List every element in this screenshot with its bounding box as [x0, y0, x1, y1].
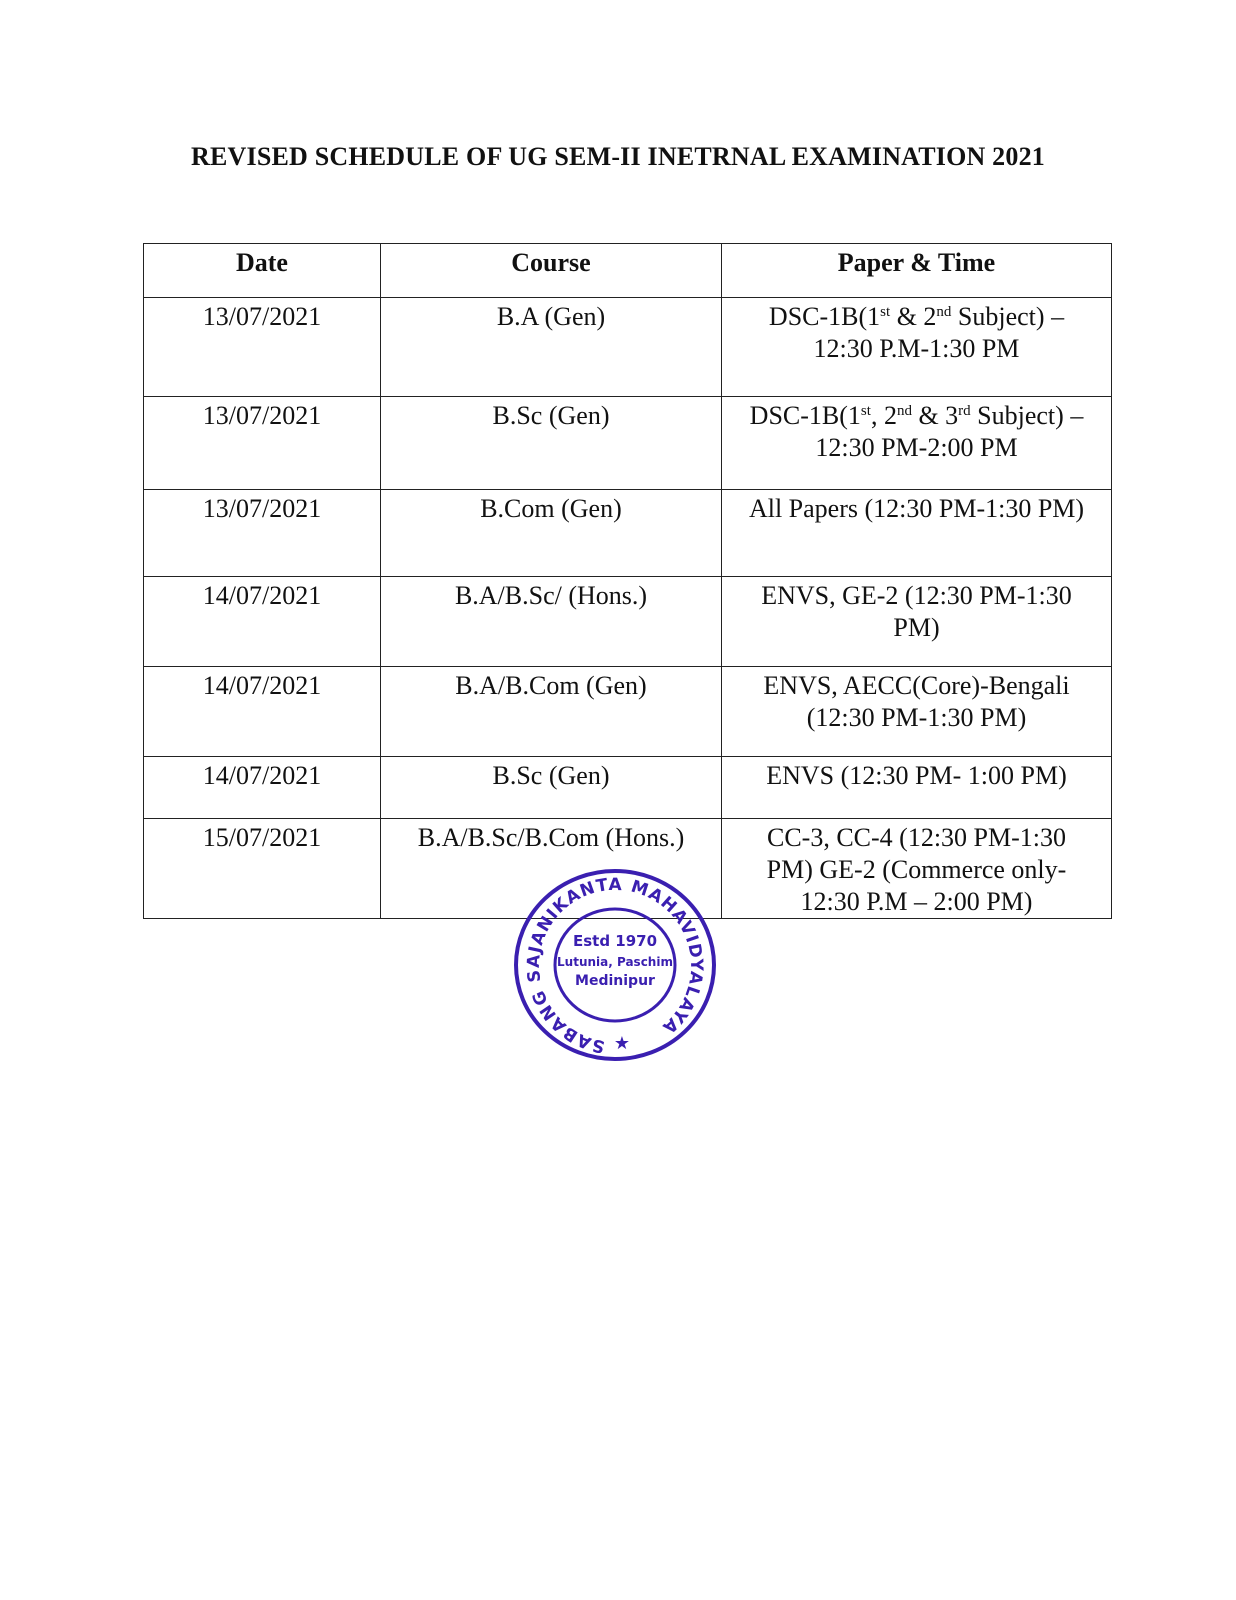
cell-paper-time — [722, 819, 1112, 919]
cell-course: B.Com (Gen) — [381, 490, 722, 577]
table-row — [144, 667, 1112, 757]
table-header-row — [144, 244, 1112, 298]
table-row — [144, 490, 1112, 577]
cell-date: 14/07/2021 — [144, 667, 381, 757]
cell-paper-time — [722, 577, 1112, 667]
paper-text: DSC-1B(1 — [768, 302, 881, 331]
table-row — [144, 757, 1112, 819]
cell-paper-time: ENVS (12:30 PM- 1:00 PM) — [722, 757, 1112, 819]
paper-text: & 3 — [911, 401, 959, 430]
cell-course: B.A/B.Com (Gen) — [381, 667, 722, 757]
ordinal-suffix: st — [860, 403, 871, 419]
paper-time: 12:30 P.M-1:30 PM — [813, 334, 1020, 363]
cell-date: 13/07/2021 — [144, 397, 381, 490]
cell-course: B.Sc (Gen) — [381, 397, 722, 490]
paper-time: 12:30 P.M – 2:00 PM) — [800, 887, 1033, 916]
exam-schedule-table — [143, 243, 1112, 919]
paper-text: & 2 — [890, 302, 937, 331]
stamp-ring-text: SABANG SAJANIKANTA MAHAVIDYALAYA — [523, 874, 707, 1057]
cell-paper-time — [722, 397, 1112, 490]
cell-date: 14/07/2021 — [144, 757, 381, 819]
cell-paper-time: All Papers (12:30 PM-1:30 PM) — [722, 490, 1112, 577]
table-row — [144, 577, 1112, 667]
cell-course: B.Sc (Gen) — [381, 757, 722, 819]
cell-course: B.A/B.Sc/B.Com (Hons.) — [381, 819, 722, 919]
paper-time: 12:30 PM-2:00 PM — [815, 433, 1018, 462]
cell-paper-time — [722, 667, 1112, 757]
cell-date: 14/07/2021 — [144, 577, 381, 667]
paper-text: PM) GE-2 (Commerce only- — [766, 855, 1067, 884]
paper-text: ENVS, AECC(Core)-Bengali — [763, 671, 1070, 700]
header-date: Date — [144, 244, 381, 298]
table-row — [144, 298, 1112, 397]
cell-date: 13/07/2021 — [144, 490, 381, 577]
cell-date: 15/07/2021 — [144, 819, 381, 919]
header-course: Course — [381, 244, 722, 298]
cell-course: B.A (Gen) — [381, 298, 722, 397]
paper-text: ENVS, GE-2 (12:30 PM-1:30 — [761, 581, 1072, 610]
cell-course: B.A/B.Sc/ (Hons.) — [381, 577, 722, 667]
ordinal-suffix: rd — [958, 403, 971, 419]
paper-text: CC-3, CC-4 (12:30 PM-1:30 — [766, 823, 1067, 852]
stamp-estd: Estd 1970 — [572, 932, 658, 950]
ordinal-suffix: nd — [896, 403, 912, 419]
stamp-place-2: Medinipur — [575, 973, 655, 989]
ordinal-suffix: nd — [936, 304, 952, 320]
star-icon: ★ — [613, 1033, 631, 1054]
cell-date: 13/07/2021 — [144, 298, 381, 397]
table-row — [144, 397, 1112, 490]
stamp-place-1: Lutunia, Paschim — [557, 955, 673, 969]
paper-text: Subject) – — [951, 302, 1065, 331]
paper-text: Subject) – — [970, 401, 1084, 430]
paper-time: (12:30 PM-1:30 PM) — [806, 703, 1027, 732]
ordinal-suffix: st — [880, 304, 891, 320]
college-seal-stamp — [512, 866, 718, 1064]
paper-text: , 2 — [870, 401, 897, 430]
paper-text: DSC-1B(1 — [749, 401, 861, 430]
paper-time: PM) — [893, 613, 940, 642]
header-paper-time: Paper & Time — [722, 244, 1112, 298]
document-title: REVISED SCHEDULE OF UG SEM-II INETRNAL EXAMINATION 2021 — [191, 142, 1045, 171]
cell-paper-time — [722, 298, 1112, 397]
